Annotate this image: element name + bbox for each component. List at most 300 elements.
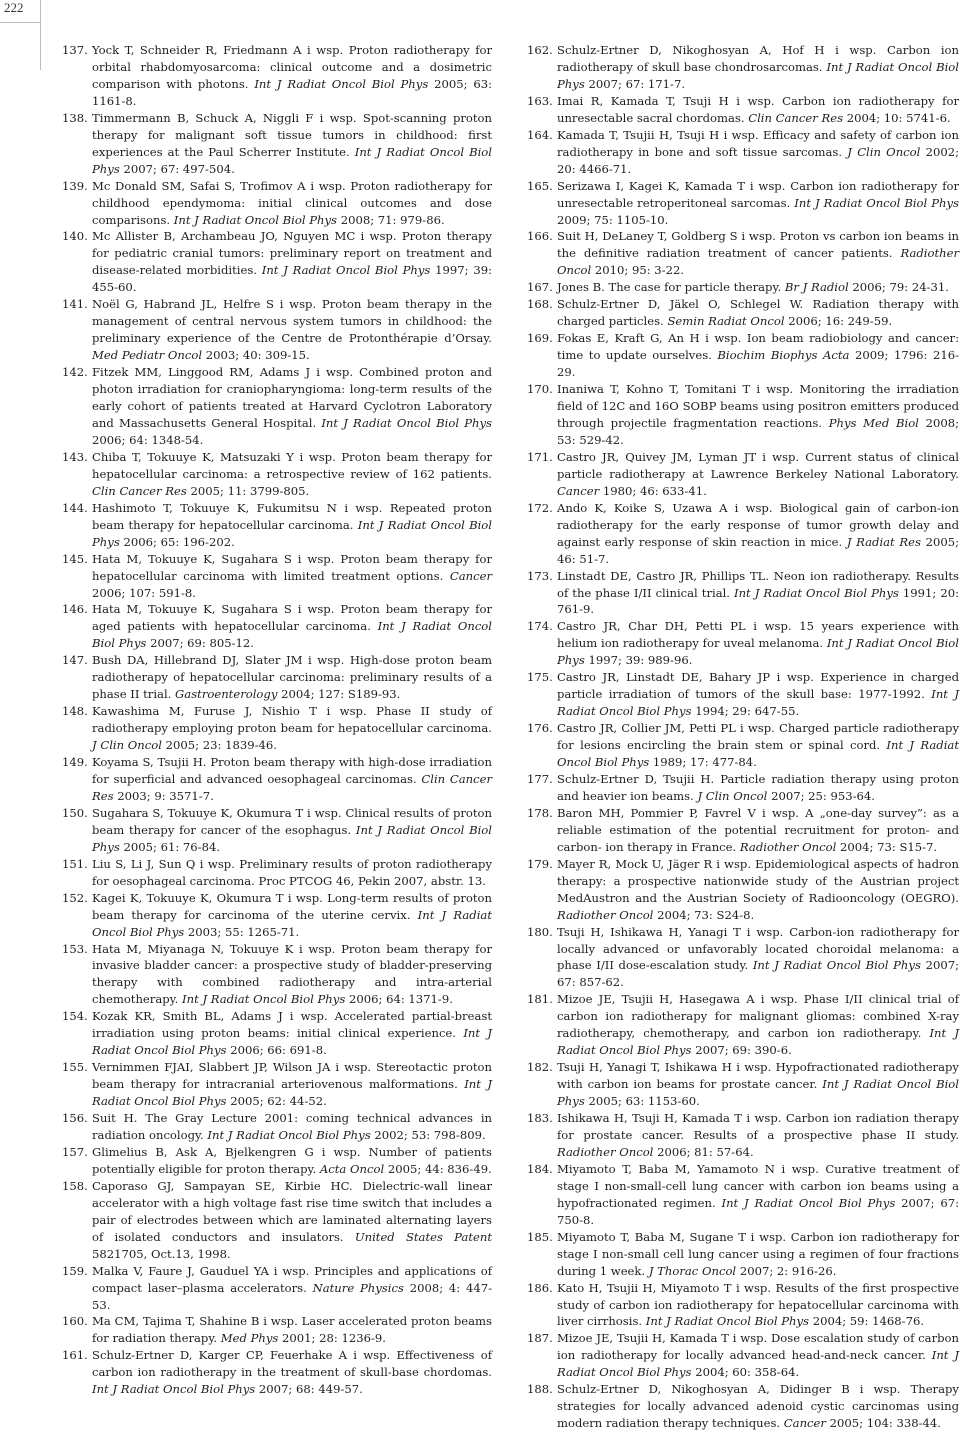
reference-number: 157. [62, 1144, 88, 1159]
reference-journal: Int J Radiat Oncol Biol Phys [721, 1195, 896, 1210]
reference-details: 2004; 59: 1468-76. [812, 1314, 925, 1329]
reference-entry [62, 601, 492, 652]
reference-details: 1989; 17: 477-84. [652, 755, 757, 770]
reference-entry [527, 805, 959, 856]
reference-details: 2004; 10: 5741-6. [846, 110, 951, 125]
reference-details: 2001; 28: 1236-9. [282, 1331, 386, 1346]
reference-journal: Clin Cancer Res [92, 771, 492, 803]
reference-number: 181. [527, 992, 553, 1007]
reference-details: 2005; 104: 338-44. [829, 1416, 941, 1431]
reference-details: 2007; 67: 750-8. [557, 1195, 959, 1227]
reference-number: 152. [62, 890, 88, 905]
references-left-column [62, 42, 492, 1398]
reference-title: Long-term results of proton beam therapy for carcinoma of the uterine cervix. [92, 890, 492, 922]
reference-journal: Int J Radiat Oncol Biol Phys [92, 822, 492, 854]
reference-number: 146. [62, 602, 88, 617]
reference-entry [527, 991, 959, 1059]
reference-authors: Chiba T, Tokuuye K, Matsuzaki Y i wsp. [92, 449, 336, 464]
reference-number: 163. [527, 93, 553, 108]
reference-title: Radiation therapy with charged particles. [557, 297, 959, 329]
reference-title: Spot-scanning proton therapy for malignant soft tissue tumors in childhood: first experiences at the Paul Scherrer Institute. [92, 110, 493, 159]
reference-details: 2005; 63: 1161-8. [92, 76, 493, 108]
reference-journal: J Clin Oncol [92, 738, 162, 753]
reference-entry [527, 1110, 959, 1161]
reference-authors: Sugahara S, Tokuuye K, Okumura T i wsp. [92, 805, 342, 820]
reference-journal: Cancer [783, 1416, 826, 1431]
reference-title: Epidemiological aspects of hadron therapy: a prospective nationwide study of the Austrian project MedAustron and the Austrian Society of Radiooncology (OEGRO). [557, 856, 960, 905]
reference-number: 162. [527, 43, 553, 57]
reference-title: Effectiveness of carbon ion radiotherapy in the treatment of skull-base chordomas. [92, 1348, 492, 1380]
reference-number: 143. [62, 449, 88, 464]
reference-title: Therapy strategies for locally advanced adenoid cystic carcinomas using modern radiation therapy techniques. [557, 1382, 959, 1431]
reference-details: 2006; 16: 249-59. [788, 314, 893, 329]
reference-title: Proton beam therapy for invasive bladder cancer: a prospective study of bladder-preserving therapy with combined radiotherapy and intra-arterial chemotherapy. [92, 941, 492, 1007]
reference-title: Proton beam therapy for hepatocellular carcinoma: a retrospective review of 162 patients. [92, 449, 493, 481]
reference-authors: Kagei K, Tokuuye K, Okumura T i wsp. [92, 890, 323, 905]
reference-number: 173. [527, 568, 553, 583]
reference-authors: Castro JR, Linstadt DE, Bahary JP i wsp. [557, 670, 814, 685]
reference-authors: Caporaso GJ, Sampayan SE, Kirbie HC. [92, 1178, 353, 1193]
reference-title: Curative treatment of stage I non-small-cell lung cancer with carbon ion beams using a hypofractionated regimen. [557, 1161, 959, 1210]
reference-entry [62, 652, 492, 703]
reference-number: 179. [527, 856, 553, 871]
reference-authors: Kozak KR, Smith BL, Adams J i wsp. [92, 1009, 328, 1024]
reference-entry [62, 228, 492, 296]
reference-number: 160. [62, 1314, 88, 1329]
reference-details: 1997; 39: 455-60. [92, 263, 493, 295]
reference-entry [527, 500, 959, 568]
reference-entry [62, 1347, 492, 1398]
reference-entry [62, 1110, 492, 1144]
reference-number: 148. [62, 704, 88, 719]
reference-entry [62, 110, 492, 178]
reference-title: Repeated proton beam therapy for hepatocellular carcinoma. [92, 500, 493, 532]
reference-entry [62, 500, 492, 551]
reference-authors: Mayer R, Mock U, Jäger R i wsp. [557, 856, 752, 871]
reference-authors: Baron MH, Pommier P, Favrel V i wsp. [557, 805, 799, 820]
reference-journal: Radiother Oncol [557, 1144, 654, 1159]
reference-title: Experience in charged particle irradiation of tumors of the skull base: 1977-1992. [557, 670, 960, 702]
reference-authors: Hata M, Miyanaga N, Tokuuye K i wsp. [92, 941, 336, 956]
reference-title: Number of patients potentially eligible for proton therapy. [92, 1144, 492, 1176]
reference-entry [62, 1059, 492, 1110]
reference-number: 187. [527, 1331, 553, 1346]
reference-entry [62, 1313, 492, 1347]
reference-number: 140. [62, 229, 88, 244]
margin-rule-vertical [40, 0, 41, 70]
reference-journal: Med Pediatr Oncol [92, 348, 203, 363]
reference-authors: Kawashima M, Furuse J, Nishio T i wsp. [92, 704, 367, 719]
reference-title: Carbon-ion radiotherapy for locally advanced or unfavorably located choroidal melanoma: a phase I/II dose-escalation study. [557, 924, 959, 973]
reference-details: 2006; 81: 57-64. [657, 1144, 754, 1159]
page-number: 222 [4, 0, 24, 15]
reference-number: 147. [62, 653, 88, 668]
reference-title: Proton beam therapy for hepatocellular carcinoma with limited treatment options. [92, 551, 493, 583]
reference-title: Proton radiotherapy for childhood ependymoma: initial clinical outcomes and dose comparisons. [92, 178, 493, 227]
reference-number: 142. [62, 365, 88, 380]
reference-number: 171. [527, 449, 553, 464]
reference-authors: Hashimoto T, Tokuuye K, Fukumitsu N i wsp. [92, 500, 383, 515]
reference-entry [62, 941, 492, 1009]
reference-number: 170. [527, 382, 553, 397]
reference-authors: Jones B. [557, 280, 605, 295]
reference-entry [527, 279, 959, 296]
reference-details: 2006; 79: 24-31. [852, 280, 949, 295]
reference-details: 2007; 69: 805-12. [150, 636, 254, 651]
reference-title: High-dose proton beam radiotherapy of hepatocellular carcinoma: preliminary results of a phase II trial. [92, 653, 493, 702]
reference-journal: Int J Radiat Oncol Biol Phys [92, 619, 492, 651]
reference-entry [527, 228, 959, 279]
reference-journal: Int J Radiat Oncol Biol Phys [92, 907, 492, 939]
reference-number: 177. [527, 771, 553, 786]
reference-number: 168. [527, 297, 553, 312]
reference-journal: Int J Radiat Oncol Biol Phys [645, 1314, 810, 1329]
reference-details: 2005; 61: 76-84. [123, 839, 221, 854]
reference-number: 144. [62, 500, 88, 515]
reference-number: 156. [62, 1111, 88, 1126]
reference-authors: Imai R, Kamada T, Tsuji H i wsp. [557, 93, 775, 108]
reference-details: 2005; 11: 3799-805. [190, 483, 310, 498]
reference-entry [527, 568, 959, 619]
reference-details: 5821705, Oct.13, 1998. [92, 1246, 231, 1261]
reference-details: 2007; 68: 449-57. [258, 1382, 363, 1397]
reference-number: 175. [527, 670, 553, 685]
reference-number: 155. [62, 1060, 88, 1075]
reference-title: The case for particle therapy. [608, 280, 782, 295]
reference-details: 2005; 62: 44-52. [230, 1094, 327, 1109]
reference-journal: Med Phys [220, 1331, 279, 1346]
reference-title: Biological gain of carbon-ion radiotherapy for the early response of tumor growth delay and against early response of skin reaction in mice. [557, 500, 960, 549]
reference-entry [62, 449, 492, 500]
reference-title: Monitoring the irradiation field of 12C and 16O SOBP beams using positron emitters produced through projectile fragmentation reactions. [557, 382, 960, 430]
reference-authors: Yock T, Schneider R, Friedmann A i wsp. [92, 43, 344, 57]
reference-journal: Int J Radiat Oncol Biol Phys [734, 585, 899, 600]
reference-entry [62, 805, 492, 856]
reference-details: 2005; 46: 51-7. [557, 534, 959, 566]
reference-journal: J Clin Oncol [697, 788, 768, 803]
reference-journal: Int J Radiat Oncol Biol Phys [557, 687, 959, 719]
reference-title: Charged particle radiotherapy for lesions encircling the brain stem or spinal cord. [557, 721, 960, 753]
reference-details: 2008; 4: 447-53. [92, 1280, 492, 1312]
reference-details: 2007; 2: 916-26. [739, 1263, 837, 1278]
reference-title: Clinical results of proton beam therapy for cancer of the esophagus. [92, 805, 493, 837]
reference-entry [527, 42, 959, 93]
reference-details: 2006; 64: 1348-54. [92, 432, 204, 447]
reference-journal: Int J Radiat Oncol Biol Phys [254, 76, 429, 91]
reference-title: Proton radiotherapy for orbital rhabdomyosarcoma: clinical outcome and a dosimetric comparison with photons. [92, 43, 493, 91]
reference-details: 2004; 73: S24-8. [657, 907, 755, 922]
reference-details: 2007; 67: 497-504. [123, 161, 235, 176]
reference-authors: Ando K, Koike S, Uzawa A i wsp. [557, 500, 773, 515]
reference-title: Carbon ion radiotherapy for unresectable sacral chordomas. [557, 93, 959, 125]
reference-number: 158. [62, 1178, 88, 1193]
reference-details: 2004; 127: S189-93. [281, 687, 401, 702]
reference-number: 184. [527, 1161, 553, 1176]
reference-number: 185. [527, 1229, 553, 1244]
reference-details: 2007; 67: 171-7. [588, 76, 686, 91]
references-right-column [527, 42, 959, 1432]
reference-entry [62, 1144, 492, 1178]
reference-journal: Int J Radiat Oncol Biol Phys [794, 195, 959, 210]
reference-authors: Schulz-Ertner D, Jäkel O, Schlegel W. [557, 297, 804, 312]
reference-journal: Int J Radiat Oncol Biol Phys [173, 212, 338, 227]
reference-number: 188. [527, 1382, 553, 1397]
reference-title: Neon ion radiotherapy. Results of the phase I/II clinical trial. [557, 568, 959, 600]
reference-authors: Linstadt DE, Castro JR, Phillips TL. [557, 568, 770, 583]
reference-number: 183. [527, 1111, 553, 1126]
reference-authors: Inaniwa T, Kohno T, Tomitani T i wsp. [557, 382, 794, 397]
reference-title: 15 years experience with helium ion radiotherapy for uveal melanoma. [557, 619, 960, 651]
reference-entry [527, 127, 959, 178]
reference-details: 2002; 20: 4466-71. [557, 144, 960, 176]
reference-details: 2005; 63: 1153-60. [588, 1094, 700, 1109]
reference-details: 2009; 1796: 216-29. [557, 348, 959, 380]
reference-entry [527, 381, 959, 449]
reference-authors: Glimelius B, Ask A, Bjelkengren G i wsp. [92, 1144, 361, 1159]
reference-title: A „one-day survey”: as a reliable estimation of the potential recruitment for proton- and carbon- ion therapy in France. [557, 805, 960, 854]
reference-journal: Radiother Oncol [557, 907, 654, 922]
reference-title: Preliminary results of proton radiotherapy for oesophageal carcinoma. [92, 856, 493, 888]
reference-authors: Mc Donald SM, Safai S, Trofimov A i wsp. [92, 178, 346, 193]
reference-entry [527, 1330, 959, 1381]
reference-title: Proton therapy for pediatric cranial tumors: preliminary report on treatment and disease-related morbidities. [92, 229, 492, 278]
reference-entry [62, 551, 492, 602]
reference-details: 2003; 9: 3571-7. [117, 788, 214, 803]
reference-journal: J Thorac Oncol [648, 1263, 737, 1278]
reference-authors: Schulz-Ertner D, Nikoghosyan A, Didinger B i wsp. [557, 1382, 901, 1397]
reference-number: 178. [527, 805, 553, 820]
reference-title: Results of the first prospective study of carbon ion radiotherapy for hepatocellular carcinoma with liver cirrhosis. [557, 1280, 960, 1329]
reference-entry [527, 296, 959, 330]
reference-title: Laser accelerated proton beams for radiation therapy. [92, 1314, 492, 1346]
reference-journal: Br J Radiol [784, 280, 849, 295]
reference-title: Combined proton and photon irradiation for craniopharyngioma: long-term results of the early cohort of patients treated at Harvard Cyclotron Laboratory and Massachusetts General Hospital. [92, 365, 492, 430]
reference-details: 1991; 20: 761-9. [557, 585, 959, 617]
reference-details: 2009; 75: 1105-10. [557, 212, 669, 227]
reference-number: 154. [62, 1009, 88, 1024]
reference-entry [527, 856, 959, 924]
reference-title: Proton beam therapy with high-dose irradiation for superficial and advanced oesophageal carcinomas. [92, 755, 492, 786]
reference-details: 2004; 73: S15-7. [840, 839, 938, 854]
reference-details: 2002; 53: 798-809. [374, 1128, 486, 1142]
reference-journal: Int J Radiat Oncol Biol Phys [92, 1077, 492, 1109]
reference-authors: Schulz-Ertner D, Tsujii H. [557, 771, 715, 786]
reference-details: 2008; 71: 979-86. [340, 212, 445, 227]
reference-authors: Castro JR, Char DH, Petti PL i wsp. [557, 619, 792, 634]
reference-title: Proton beam therapy for aged patients with hepatocellular carcinoma. [92, 602, 493, 634]
reference-details: 2007; 69: 390-6. [695, 1043, 792, 1058]
reference-number: 139. [62, 178, 88, 193]
reference-authors: Hata M, Tokuuye K, Sugahara S i wsp. [92, 551, 335, 566]
reference-details: 2004; 60: 358-64. [695, 1365, 800, 1380]
reference-journal: Cancer [557, 483, 600, 498]
reference-number: 186. [527, 1280, 553, 1295]
reference-title: Phase I/II clinical trial of carbon ion radiotherapy for malignant gliomas: combined X-ray radiotherapy, chemotherapy, and carbon ion radiotherapy. [557, 992, 959, 1041]
reference-entry [62, 296, 492, 364]
reference-title: Particle radiation therapy using proton and heavier ion beams. [557, 771, 959, 803]
reference-journal: Semin Radiat Oncol [667, 314, 785, 329]
reference-details: 2006; 66: 691-8. [230, 1043, 327, 1058]
reference-entry [527, 1381, 959, 1432]
reference-number: 167. [527, 280, 553, 295]
reference-journal: Radiother Oncol [557, 246, 959, 278]
reference-authors: Suit H. [92, 1111, 138, 1126]
reference-authors: Mc Allister B, Archambeau JO, Nguyen MC i wsp. [92, 229, 397, 244]
reference-journal: Cancer [449, 568, 492, 583]
reference-title: Ion beam radiobiology and cancer: time to update ourselves. [557, 331, 959, 363]
reference-journal: Int J Radiat Oncol Biol Phys [207, 1128, 371, 1142]
reference-entry [62, 364, 492, 449]
reference-authors: Tsuji H, Ishikawa H, Yanagi T i wsp. [557, 924, 784, 939]
reference-title: The Gray Lecture 2001: coming technical advances in radiation oncology. [92, 1111, 493, 1142]
reference-entry [527, 1161, 959, 1229]
reference-number: 137. [62, 43, 88, 57]
reference-details: 1980; 46: 633-41. [602, 483, 707, 498]
reference-number: 138. [62, 110, 88, 125]
reference-number: 166. [527, 229, 553, 244]
reference-entry [527, 618, 959, 669]
reference-journal: Acta Oncol [319, 1161, 385, 1176]
reference-authors: Suit H, DeLaney T, Goldberg S i wsp. [557, 229, 776, 244]
reference-title: Efficacy and safety of carbon ion radiotherapy in bone and soft tissue sarcomas. [557, 127, 959, 159]
reference-journal: Int J Radiat Oncol Biol Phys [557, 59, 959, 91]
reference-entry [527, 178, 959, 229]
reference-authors: Kamada T, Tsujii H, Tsuji H i wsp. [557, 127, 759, 142]
reference-authors: Schulz-Ertner D, Karger CP, Feuerhake A i wsp. [92, 1348, 391, 1363]
reference-number: 176. [527, 721, 553, 736]
reference-journal: Gastroenterology [175, 687, 278, 702]
reference-authors: Vernimmen FJAI, Slabbert JP, Wilson JA i wsp. [92, 1060, 372, 1075]
reference-title: Carbon ion radiotherapy for stage I non-small cell lung cancer using a regimen of four fractions during 1 week. [557, 1229, 959, 1278]
reference-journal: Radiother Oncol [739, 839, 837, 854]
reference-entry [62, 856, 492, 890]
reference-number: 164. [527, 127, 553, 142]
reference-authors: Tsuji H, Yanagi T, Ishikawa H i wsp. [557, 1060, 772, 1075]
reference-details: 2006; 107: 591-8. [92, 585, 196, 600]
reference-authors: Ma CM, Tajima T, Shahine B i wsp. [92, 1314, 298, 1329]
reference-journal: Int J Radiat Oncol Biol Phys [557, 1026, 960, 1058]
reference-authors: Hata M, Tokuuye K, Sugahara S i wsp. [92, 602, 335, 617]
reference-entry [527, 93, 959, 127]
reference-title: Dielectric-wall linear accelerator with a high voltage fast rise time switch that includes a pair of electrodes between which are laminated alternating layers of isolated conductors and insulators. [92, 1178, 492, 1244]
reference-title: Dose escalation study of carbon ion radiotherapy for locally advanced head-and-neck cancer. [557, 1331, 960, 1363]
reference-entry [527, 330, 959, 381]
reference-details: 2007; 67: 857-62. [557, 958, 959, 990]
reference-number: 141. [62, 297, 88, 312]
reference-journal: J Clin Oncol [847, 144, 921, 159]
reference-number: 159. [62, 1263, 88, 1278]
reference-authors: Liu S, Li J, Sun Q i wsp. [92, 856, 235, 871]
reference-journal: Int J Radiat Oncol Biol Phys [557, 1077, 959, 1109]
reference-authors: Timmermann B, Schuck A, Niggli F i wsp. [92, 110, 357, 125]
reference-details: 2006; 64: 1371-9. [348, 992, 453, 1007]
reference-entry [527, 1280, 959, 1331]
reference-authors: Miyamoto T, Baba M, Yamamoto N i wsp. [557, 1161, 819, 1176]
reference-authors: Ishikawa H, Tsuji H, Kamada T i wsp. [557, 1111, 782, 1126]
reference-title: Accelerated partial-breast irradiation using proton beams: initial clinical experience. [92, 1009, 492, 1041]
reference-details: 1997; 39: 989-96. [588, 653, 693, 668]
reference-number: 151. [62, 856, 88, 871]
reference-details: Proc PTCOG 46, Pekin 2007, abstr. 13. [258, 873, 486, 888]
reference-journal: Clin Cancer Res [92, 483, 187, 498]
reference-journal: Biochim Biophys Acta [717, 348, 850, 363]
reference-number: 169. [527, 331, 553, 346]
reference-details: 2003; 40: 309-15. [205, 348, 310, 363]
reference-number: 149. [62, 755, 88, 770]
reference-number: 161. [62, 1348, 88, 1363]
reference-number: 150. [62, 805, 88, 820]
reference-authors: Bush DA, Hillebrand DJ, Slater JM i wsp. [92, 653, 345, 668]
reference-authors: Mizoe JE, Tsujii H, Kamada T i wsp. [557, 1331, 768, 1346]
reference-journal: J Radiat Res [846, 534, 921, 549]
reference-entry [62, 178, 492, 229]
reference-entry [527, 771, 959, 805]
reference-title: Current status of clinical particle radiotherapy at Lawrence Berkeley National Laboratory. [557, 449, 960, 481]
reference-journal: Int J Radiat Oncol Biol Phys [182, 992, 346, 1007]
reference-authors: Noël G, Habrand JL, Helfre S i wsp. [92, 297, 317, 312]
reference-authors: Miyamoto T, Baba M, Sugane T i wsp. [557, 1229, 787, 1244]
reference-authors: Malka V, Faure J, Gauduel YA i wsp. [92, 1263, 310, 1278]
reference-number: 182. [527, 1060, 553, 1075]
reference-entry [62, 703, 492, 754]
reference-journal: Int J Radiat Oncol Biol Phys [92, 517, 492, 549]
reference-entry [62, 1263, 492, 1314]
reference-title: Proton beam therapy in the management of central nervous system tumors in childhood: the preliminary experience of the Centre de Protonthérapie d’Orsay. [92, 297, 492, 346]
reference-title: Phase II study of radiotherapy employing proton beam for hepatocellular carcinoma. [92, 704, 493, 736]
reference-entry [527, 669, 959, 720]
reference-authors: Koyama S, Tsujii H. [92, 755, 207, 770]
reference-title: Stereotactic proton beam therapy for intracranial arteriovenous malformations. [92, 1060, 492, 1092]
reference-journal: Phys Med Biol [828, 415, 919, 430]
reference-number: 172. [527, 500, 553, 515]
reference-journal: Int J Radiat Oncol Biol Phys [557, 1348, 960, 1380]
reference-authors: Serizawa I, Kagei K, Kamada T i wsp. [557, 178, 786, 193]
reference-entry [62, 42, 492, 110]
reference-journal: Int J Radiat Oncol Biol Phys [261, 263, 431, 278]
reference-details: 2007; 25: 953-64. [771, 788, 875, 803]
reference-entry [527, 1229, 959, 1280]
reference-details: 2003; 55: 1265-71. [187, 924, 300, 939]
reference-journal: Int J Radiat Oncol Biol Phys [321, 415, 492, 430]
reference-authors: Kato H, Tsujii H, Miyamoto T i wsp. [557, 1280, 772, 1295]
reference-entry [62, 1178, 492, 1263]
reference-entry [62, 890, 492, 941]
reference-journal: Int J Radiat Oncol Biol Phys [557, 636, 959, 668]
reference-journal: Int J Radiat Oncol Biol Phys [92, 144, 492, 176]
reference-authors: Schulz-Ertner D, Nikoghosyan A, Hof H i wsp. [557, 43, 877, 57]
reference-authors: Castro JR, Quivey JM, Lyman JT i wsp. [557, 449, 800, 464]
reference-title: Carbon ion radiotherapy of skull base chondrosarcomas. [557, 43, 959, 74]
margin-rule-horizontal [0, 22, 40, 23]
reference-details: 2010; 95: 3-22. [594, 263, 685, 278]
reference-entry [527, 720, 959, 771]
reference-title: Carbon ion radiation therapy for prostate cancer. Results of a prospective phase II study. [557, 1111, 959, 1142]
reference-journal: Int J Radiat Oncol Biol Phys [92, 1382, 256, 1397]
reference-authors: Fokas E, Kraft G, An H i wsp. [557, 331, 742, 346]
reference-authors: Castro JR, Collier JM, Petti PL i wsp. [557, 721, 775, 736]
reference-details: 2008; 53: 529-42. [557, 415, 959, 447]
reference-title: Proton vs carbon ion beams in the definitive radiation treatment of cancer patients. [557, 229, 960, 261]
reference-entry [62, 1008, 492, 1059]
reference-journal: United States Patent [354, 1229, 492, 1244]
reference-journal: Int J Radiat Oncol Biol Phys [92, 1026, 492, 1058]
reference-authors: Mizoe JE, Tsujii H, Hasegawa A i wsp. [557, 992, 798, 1007]
reference-journal: Nature Physics [312, 1280, 404, 1295]
reference-entry [62, 754, 492, 805]
reference-authors: Fitzek MM, Linggood RM, Adams J i wsp. [92, 365, 354, 380]
reference-journal: Int J Radiat Oncol Biol Phys [557, 738, 959, 770]
reference-number: 145. [62, 551, 88, 566]
